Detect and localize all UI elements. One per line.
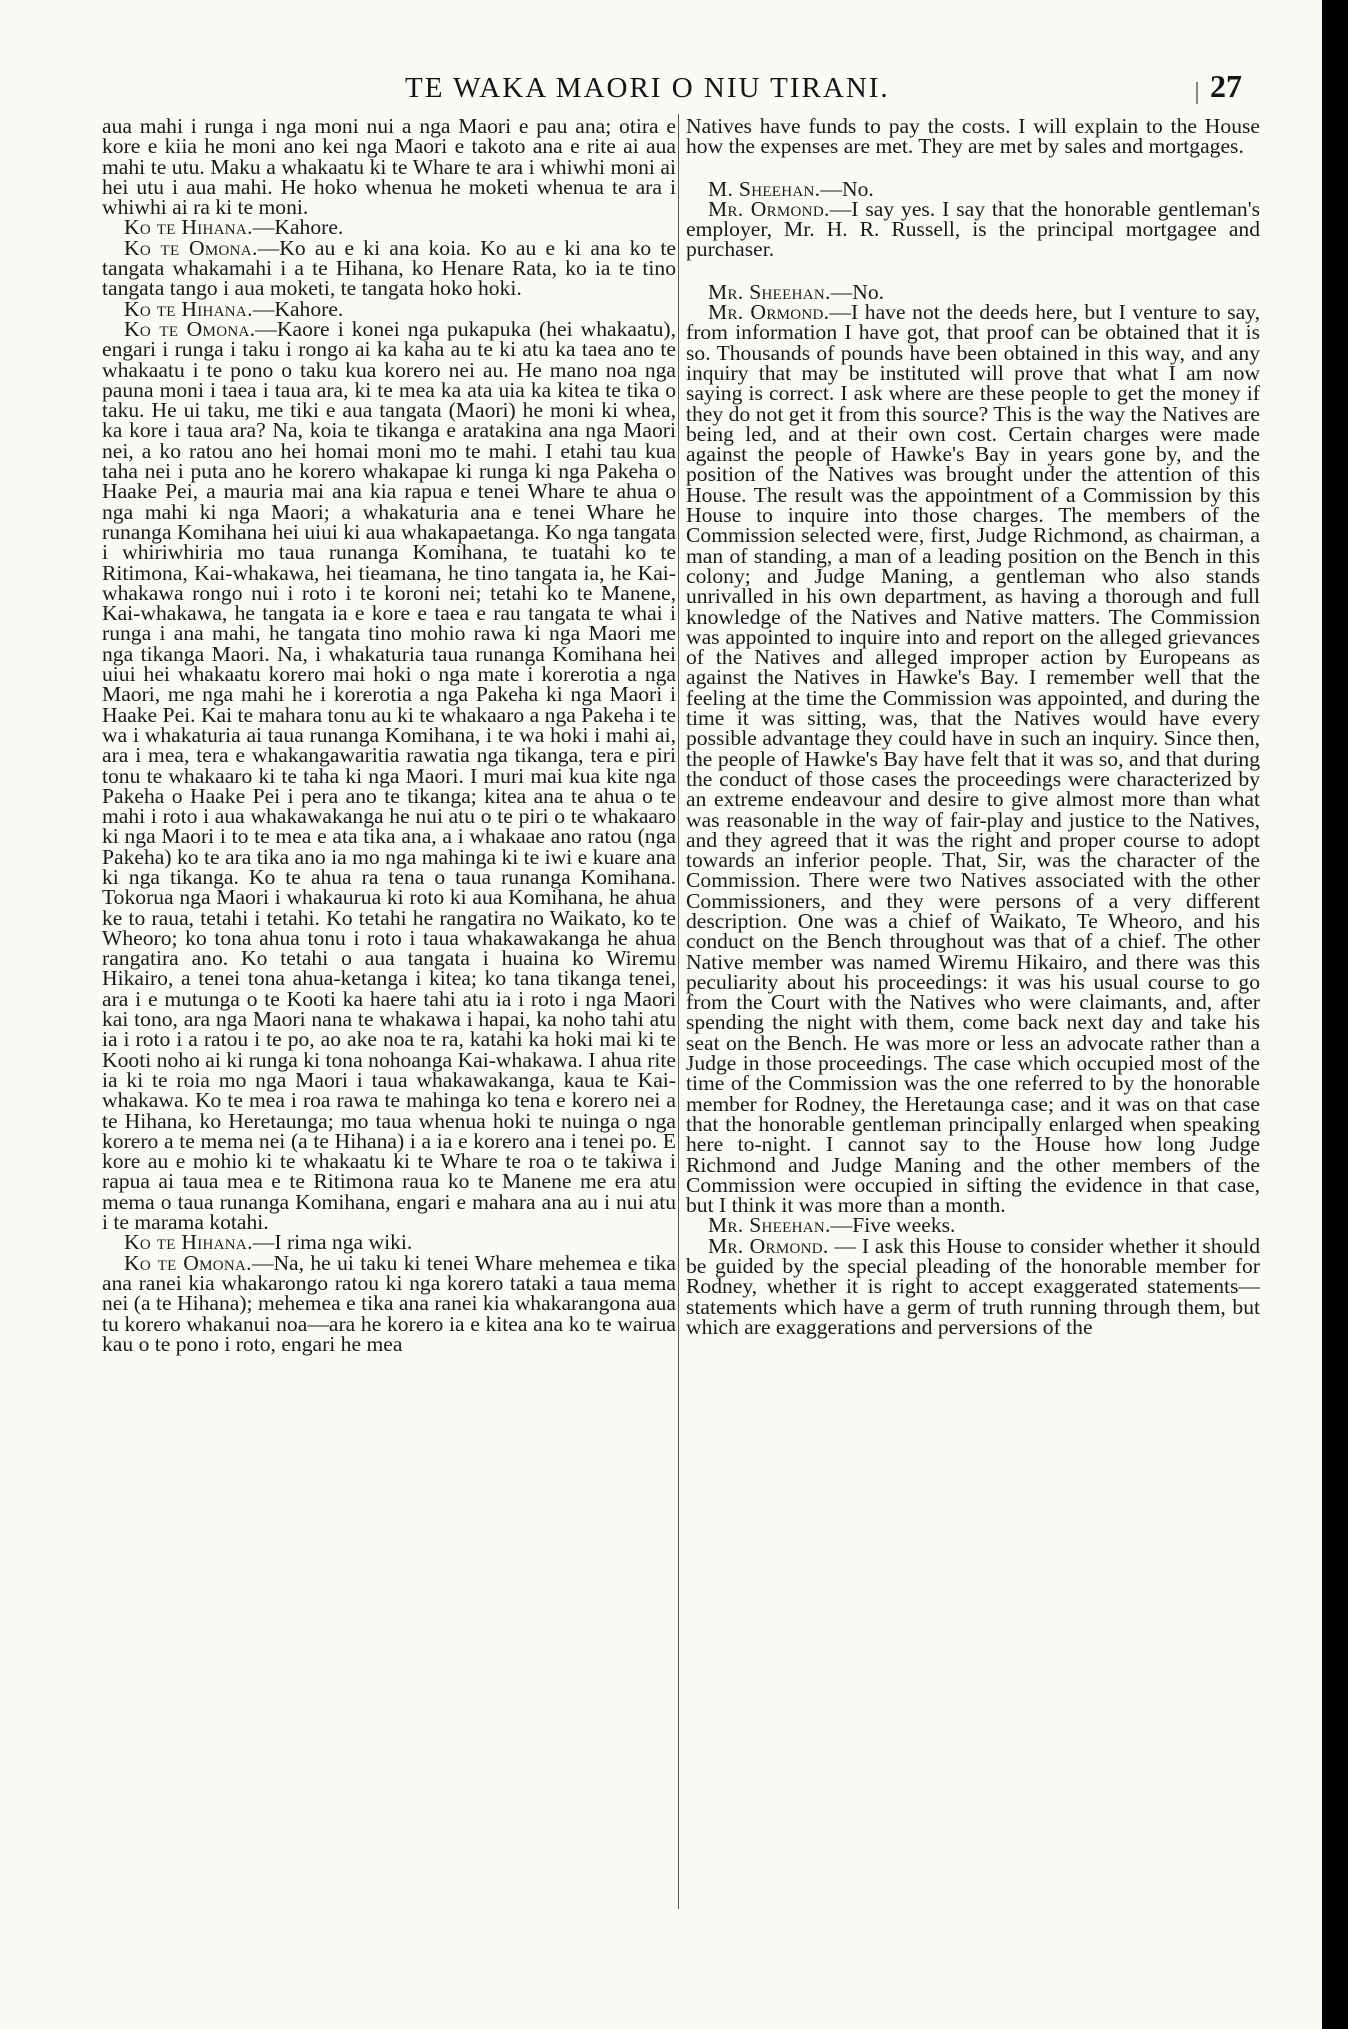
paragraph [102,316,676,1235]
left-column-maori-text [102,116,676,1354]
page-number: 27 [1210,68,1242,104]
paragraph [102,1250,676,1356]
speaker-name: Ko te Hihana. [124,1230,253,1255]
paragraph [686,300,1260,1218]
paragraph-text: Natives have funds to pay the costs. I will explain to the House how the expenses are met. They are met by sales and mortgages. [686,114,1260,159]
speaker-name: Ko te Hihana. [124,296,253,321]
speaker-name: Mr. Ormond. [708,300,830,325]
speaker-name: Ko te Omona. [124,316,256,341]
paragraph [102,235,676,301]
page-header [0,68,1300,108]
speaker-name: Ko te Hihana. [124,215,253,240]
paragraph [686,176,1260,201]
paragraph [686,196,1260,262]
paragraph [102,296,676,321]
speaker-name: Mr. Ormond. [708,1233,829,1258]
speaker-name: Mr. Ormond. [708,196,830,221]
paragraph-gap [686,260,1260,282]
speaker-name: Ko te Omona. [124,235,258,260]
scan-edge-shadow [1322,0,1348,2029]
paragraph-text: —No. [820,176,874,201]
speaker-name: Ko te Omona. [124,1250,252,1275]
paragraph [686,279,1260,304]
running-title: TE WAKA MAORI O NIU TIRANI. [405,72,890,104]
paragraph [102,215,676,240]
paragraph-text: —Na, he ui taku ki tenei Whare mehemea e tika ana ranei kia whakarongo ratou ki nga korero tataki a taua mema nei (a te Hihana); mehemea e tika ana ranei kia whakarangona aua tu korero whakanui noa—ara he korero ia e kitea ana ko te wairua kau o te pono i roto, engari he mea [102,1250,676,1356]
speaker-name: M. Sheehan. [708,176,821,201]
paragraph-text: —No. [830,279,885,304]
paragraph-text: — I ask this House to consider whether it should be guided by the special pleading of the honorable member for Rodney, whether it is right to accept exaggerated statements—statements which have a germ of truth running through them, but which are exaggerations and perversions of the [686,1233,1260,1339]
paragraph-text: —Ko au e ki ana koia. Ko au e ki ana ko te tangata whakamahi i a te Hihana, ko Henare Rata, ko ia te tino tangata tango i aua moketi, te tangata hoko hoki. [102,235,676,301]
paragraph-text: —I have not the deeds here, but I venture to say, from information I have got, that proof can be obtained that it is so. Thousands of pounds have been obtained in this way, and any inquiry that may be instituted will prove that what I am now saying is correct. I ask where are these people to get the money if they do not get it from this source? This is the way the Natives are being led, and at their own cost. Certain charges were made against the people of Hawke's Bay in years gone by, and the position of the Natives was brought under the attention of this House. The result was the appointment of a Commission by this House to inquire into those charges. The members of the Commission selected were, first, Judge Richmond, as chairman, a man of standing, a man of a leading position on the Bench in this colony; and Judge Maning, a gentleman who also stands unrivalled in his own department, as having a thorough and full knowledge of the Natives and Native matters. The Commission was appointed to inquire into and report on the alleged grievances of the Natives and alleged improper action by Europeans as against the Natives in Hawke's Bay. I remember well that the feeling at the time the Commission was appointed, and during the time it was sitting, was, that the Natives would have every possible advantage they could have in such an inquiry. Since then, the people of Hawke's Bay have felt that it was so, and that during the conduct of those cases the proceedings were characterized by an extreme endeavour and desire to give almost more than what was reasonable in the way of fair-play and justice to the Natives, and they agreed that it was the right and proper course to adopt towards an inferior people. That, Sir, was the character of the Commission. There were two Natives associated with the other Commissioners, and they were persons of a very different description. One was a chief of Waikato, Te Wheoro, and his conduct on the Bench throughout was that of a chief. The other Native member was named Wiremu Hikairo, and there was this peculiarity about his proceedings: it was his usual course to go from the Court with the Natives who were claimants, and, after spending the night with them, come back next day and take his seat on the Bench. He was more or less an advocate rather than a Judge in those proceedings. The case which occupied most of the time of the Commission was the one referred to by the honorable member for Rodney, the Heretaunga case; and it was on that case that the honorable gentleman principally enlarged when speaking here to-night. I cannot say to the House how long Judge Richmond and Judge Maning and the other members of the Commission were occupied in sifting the evidence in that case, but I think it was more than a month. [686,300,1260,1218]
paragraph-text: aua mahi i runga i nga moni nui a nga Maori e pau ana; otira e kore e kiia he moni ano kei nga Maori e takoto ana e rite ai aua mahi te utu. Maku a whakaatu ki te Whare te ara i whiwhi moni ai hei utu i aua mahi. He hoko whenua he moketi whenua te ara i whiwhi ai ra ki te moni. [102,114,676,220]
speaker-name: Mr. Sheehan. [708,279,831,304]
paragraph [686,1213,1260,1238]
paragraph-text: —I rima nga wiki. [252,1230,413,1255]
paragraph-text: —Kahore. [252,296,344,321]
paragraph-text: —I say yes. I say that the honorable gentleman's employer, Mr. H. R. Russell, is the principal mortgagee and purchaser. [686,196,1260,262]
paragraph-text: —Kaore i konei nga pukapuka (hei whakaatu), engari i runga i taku i rongo ai ka kaha au te ki atu ka taea ano te whakaatu i te pono o taku kua korero nei au. He mano noa nga pauna moni i taea i taua ara, ki te mea ka ata uia ka kitea te tika o taku. He ui taku, me tiki e aua tangata (Maori) he moni ki whea, ka kore i taua ara? Na, koia te tikanga e aratakina ana nga Maori nei, a ko ratou ano hei homai moni mo te mahi. I etahi tau kua taha nei i puta ano he korero whakapae ki runga ki nga Pakeha o Haake Pei, a mauria mai ana kia rapua e tenei Whare te ahua o nga mahi ki nga Maori; a whakaturia ana e tenei Whare he runanga Komihana hei uiui ki aua whakapaetanga. Ko nga tangata i whiriwhiria mo taua runanga Komihana, te tuatahi ko te Ritimona, Kai-whakawa, hei tieamana, he tino tangata ia, he Kai-whakawa rongo nui i roto i te koroni nei; tetahi ko te Manene, Kai-whakawa, he tangata ia e kore e taea e rau tangata te whai i runga i ana mahi, he tangata tino mohio rawa ki nga Maori me nga tikanga Maori. Na, i whakaturia taua runanga Komihana hei uiui hei whakaatu korero mai hoki o nga mate i korerotia a nga Maori, me nga mahi he i korerotia a nga Pakeha ki nga Maori i Haake Pei. Kai te mahara tonu au ki te whakaaro a nga Pakeha i te wa i whakaturia ai taua runanga Komihana, i te wa hoki i mahi ai, ara i mea, tera e whakangawaritia rawatia nga tikanga, tera e piri tonu te whakaaro ki te taha ki nga Maori. I muri mai kua kite nga Pakeha o Haake Pei i pera ano te tikanga; kitea ana te ahua o te mahi i roto i aua whakawakanga he nui atu o te piri o te whakaaro ki nga Maori i to te mea e ata tika ana, a i whakaae ano ratou (nga Pakeha) ko te ara tika ano ia mo nga mahinga ki te iwi e kuare ana ki nga tikanga. Ko te ahua ra tena o taua runanga Komihana. Tokorua nga Maori i whakaurua ki roto ki aua Komihana, he ahua ke to raua, tetahi i tetahi. Ko tetahi he rangatira no Waikato, ko te Wheoro; ko tona ahua tonu i roto i taua whakawakanga he ahua rangatira ano. Ko tetahi o aua tangata i huaina ko Wiremu Hikairo, a tenei tona ahua-ketanga i kitea; ko tana tikanga tenei, ara i e mutunga o te Kooti ka haere tahi atu ia i roto i nga Maori kai tono, ara nga Maori nana te whakawa i hapai, ka noho tahi atu ia i roto i a ratou i te po, ao ake noa te ra, katahi ka hoki mai ki te Kooti noho ai ki runga ki tona nohoanga Kai-whakawa. I ahua rite ia ki te roia mo nga Maori i taua whakawakanga, kaua te Kai-whakawa. Ko te mea i roa rawa te mahinga ko tena e korero nei a te Hihana, ko Heretaunga; mo taua whenua hoki te nuinga o nga korero a te mema nei (a te Hihana) i a ia e korero ana i tenei po. E kore au e mohio ki te whakaatu ki te Whare te roa o te takiwa i rapua ai taua mea e te Ritimona raua ko te Manene me era atu mema o taua runanga Komihana, engari e mahara ana au i nui atu i te marama kotahi. [102,316,676,1235]
paragraph-text: —Five weeks. [830,1213,956,1238]
paragraph [686,1233,1260,1339]
paragraph [686,116,1260,157]
column-divider [678,114,679,1909]
right-column-english-text [686,116,1260,1337]
header-rule-mark [1196,82,1198,104]
paragraph-text: —Kahore. [252,215,344,240]
paragraph [102,114,676,220]
speaker-name: Mr. Sheehan. [708,1213,831,1238]
paragraph [102,1230,676,1255]
paragraph-gap [686,157,1260,179]
